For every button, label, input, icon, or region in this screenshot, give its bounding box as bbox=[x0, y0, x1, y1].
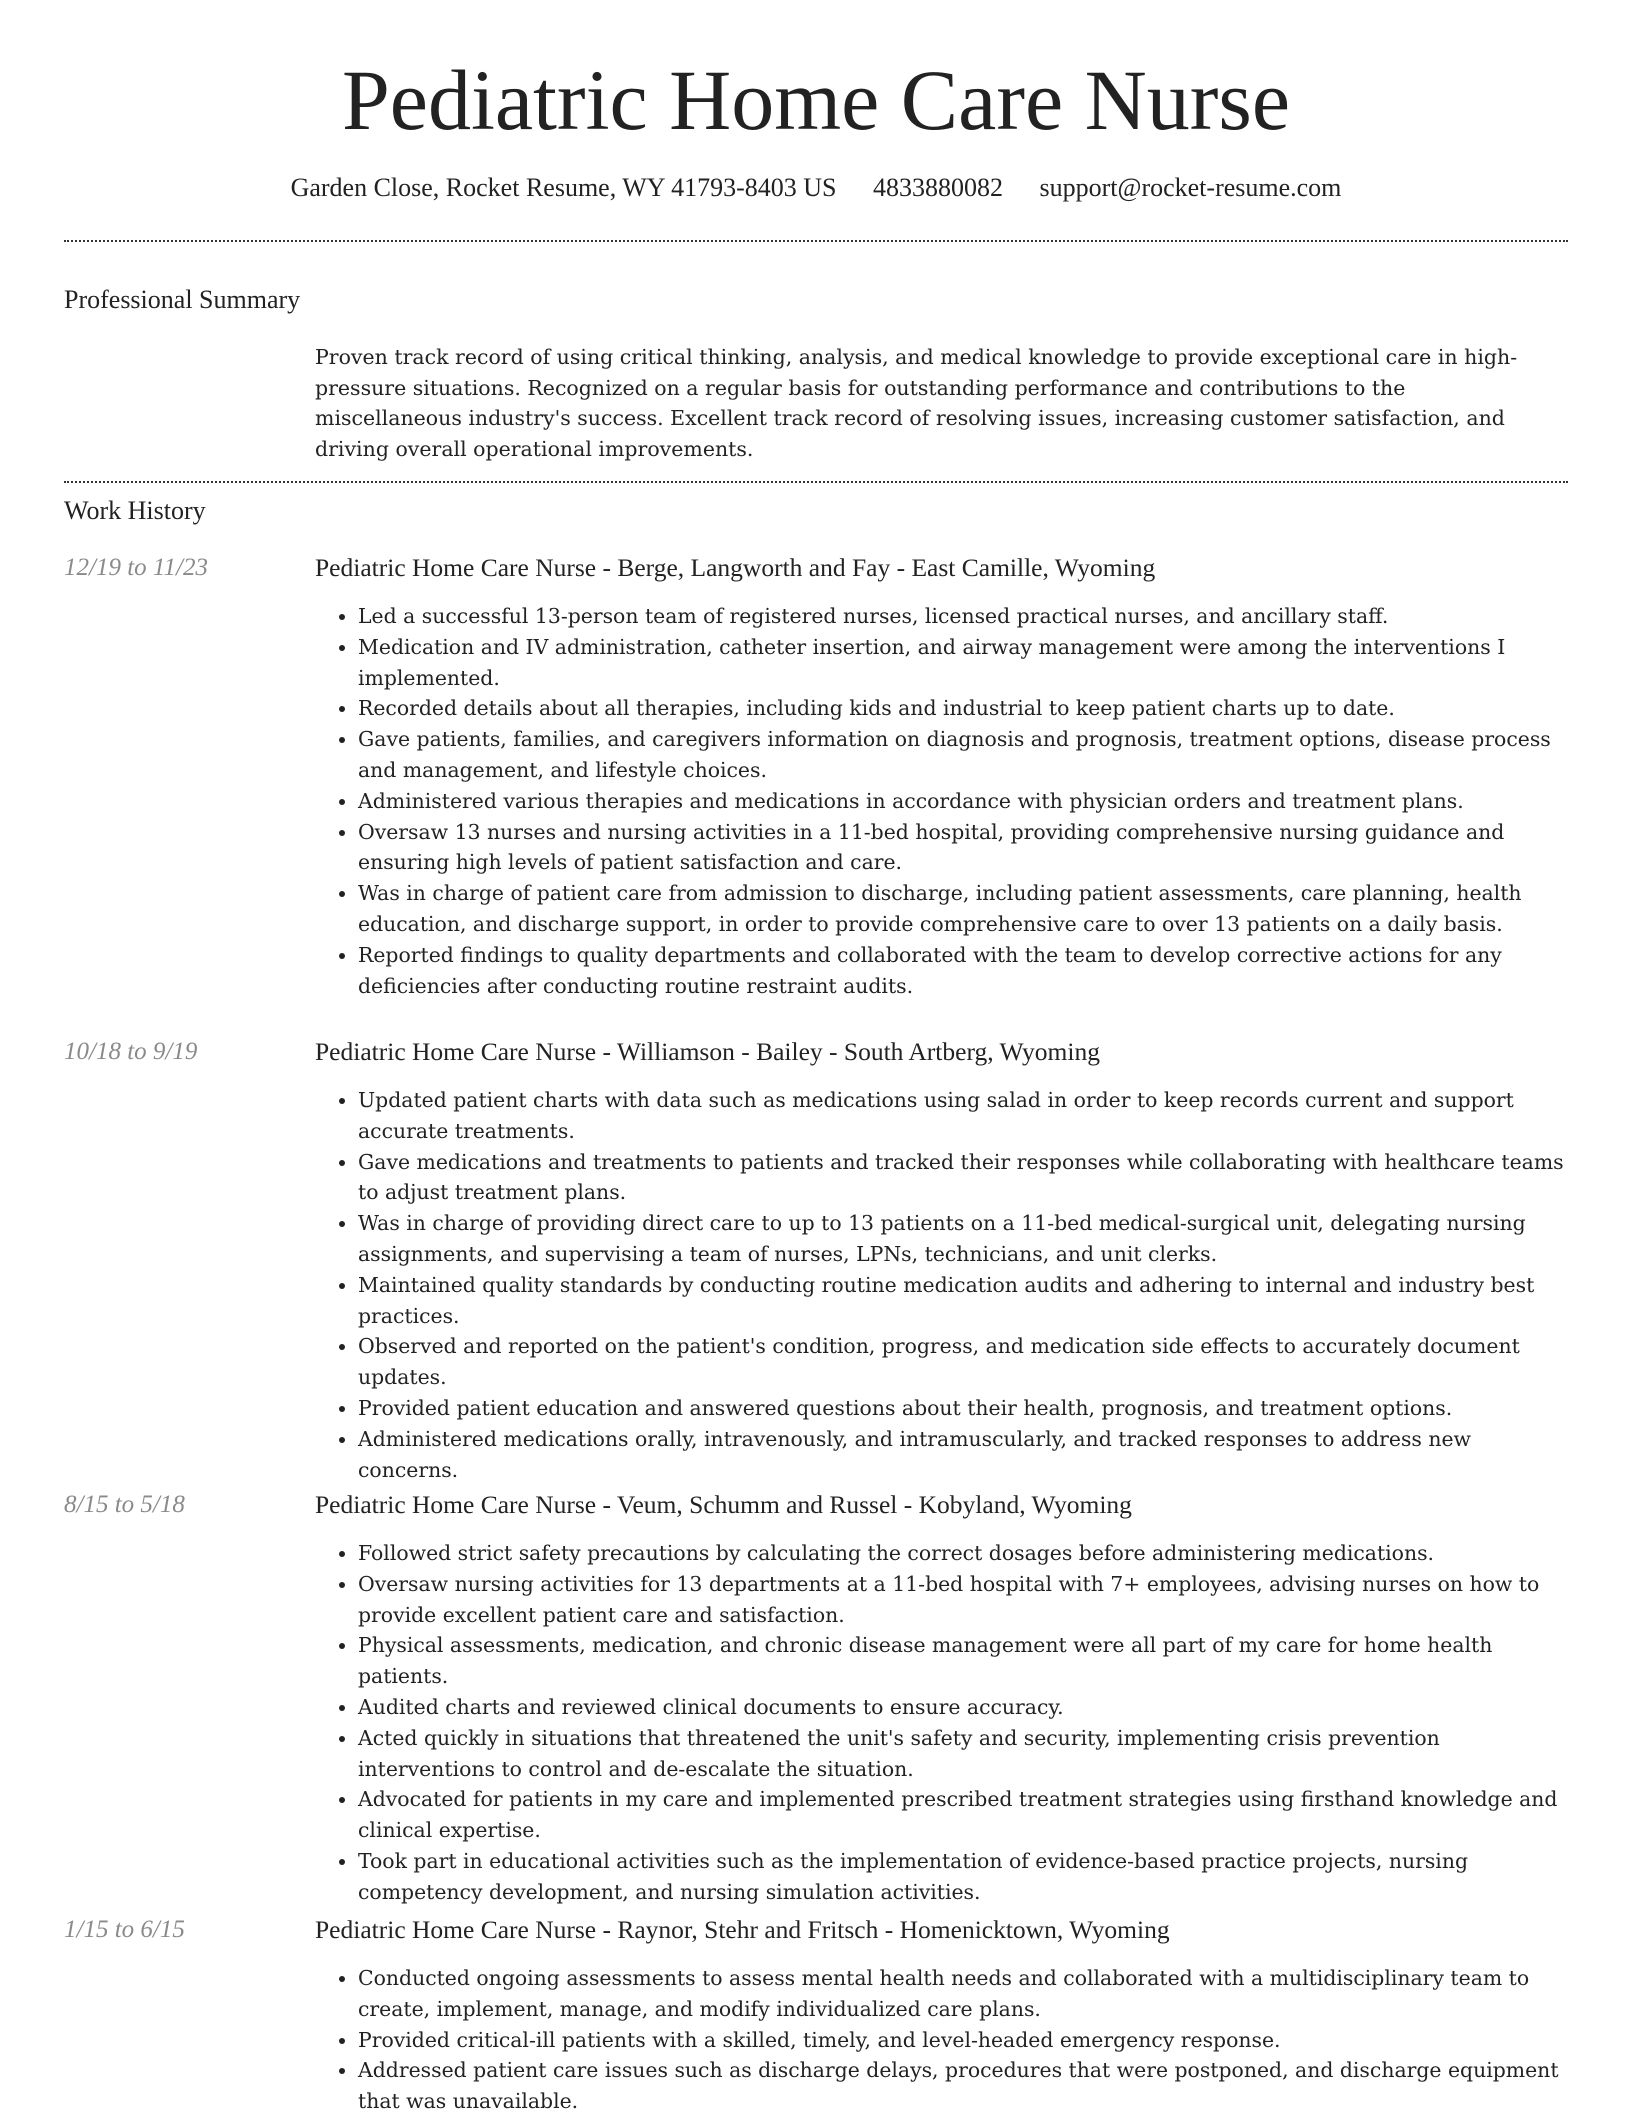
job-bullet: • Oversaw nursing activities for 13 departments at a 11-bed hospital with 7+ employees, advising nurses on how to provide excellent patient care and satisfaction. bbox=[358, 1569, 1568, 1631]
job-bullet: • Updated patient charts with data such as medications using salad in order to keep records current and support accurate treatments. bbox=[358, 1085, 1568, 1147]
section-divider bbox=[64, 481, 1568, 483]
job-bullet: • Administered various therapies and medications in accordance with physician orders and treatment plans. bbox=[358, 786, 1568, 817]
work-history-heading: Work History bbox=[64, 496, 206, 525]
job-bullet: • Observed and reported on the patient's condition, progress, and medication side effects to accurately document updates. bbox=[358, 1331, 1568, 1393]
contact-phone: 4833880082 bbox=[873, 173, 1003, 202]
job-bullet: • Led a successful 13-person team of registered nurses, licensed practical nurses, and ancillary staff. bbox=[358, 601, 1568, 632]
job-bullet: • Addressed patient care issues such as discharge delays, procedures that were postponed, and discharge equipment that was unavailable. bbox=[358, 2055, 1568, 2117]
job-bullet: • Physical assessments, medication, and chronic disease management were all part of my care for home health patients. bbox=[358, 1630, 1568, 1692]
job-bullets bbox=[315, 1085, 1568, 1485]
job-title: Pediatric Home Care Nurse - Berge, Langworth and Fay - East Camille, Wyoming bbox=[315, 553, 1156, 582]
job-title: Pediatric Home Care Nurse - Williamson - Bailey - South Artberg, Wyoming bbox=[315, 1037, 1100, 1066]
job-bullet: • Administered medications orally, intravenously, and intramuscularly, and tracked responses to address new concerns. bbox=[358, 1424, 1568, 1486]
job-bullet: • Was in charge of providing direct care to up to 13 patients on a 11-bed medical-surgical unit, delegating nursing assignments, and supervising a team of nurses, LPNs, technicians, and unit clerks. bbox=[358, 1208, 1568, 1270]
job-bullet: • Advocated for patients in my care and implemented prescribed treatment strategies using firsthand knowledge and clinical expertise. bbox=[358, 1784, 1568, 1846]
contact-email: support@rocket-resume.com bbox=[1039, 173, 1342, 202]
resume-name: Pediatric Home Care Nurse bbox=[341, 52, 1291, 148]
job-bullet: • Reported findings to quality departments and collaborated with the team to develop corrective actions for any deficiencies after conducting routine restraint audits. bbox=[358, 940, 1568, 1002]
job-bullet: • Oversaw 13 nurses and nursing activities in a 11-bed hospital, providing comprehensive nursing guidance and ensuring high levels of patient satisfaction and care. bbox=[358, 817, 1568, 879]
job-title: Pediatric Home Care Nurse - Raynor, Stehr and Fritsch - Homenicktown, Wyoming bbox=[315, 1915, 1170, 1944]
job-bullet: • Gave patients, families, and caregivers information on diagnosis and prognosis, treatment options, disease process and management, and lifestyle choices. bbox=[358, 724, 1568, 786]
job-dates: 10/18 to 9/19 bbox=[64, 1038, 198, 1065]
job-dates: 8/15 to 5/18 bbox=[64, 1491, 185, 1518]
job-bullet: • Took part in educational activities such as the implementation of evidence-based practice projects, nursing competency development, and nursing simulation activities. bbox=[358, 1846, 1568, 1908]
job-bullet: • Maintained quality standards by conducting routine medication audits and adhering to internal and industry best practices. bbox=[358, 1270, 1568, 1332]
job-bullet: • Followed strict safety precautions by calculating the correct dosages before administering medications. bbox=[358, 1538, 1568, 1569]
summary-text: Proven track record of using critical thinking, analysis, and medical knowledge to provide exceptional care in high-pressure situations. Recognized on a regular basis for outstanding performance and contributions to the miscellaneous industry's success. Excellent track record of resolving issues, increasing customer satisfaction, and driving overall operational improvements. bbox=[315, 345, 1518, 461]
job-dates: 1/15 to 6/15 bbox=[64, 1916, 185, 1943]
section-divider bbox=[64, 240, 1568, 242]
job-title: Pediatric Home Care Nurse - Veum, Schumm and Russel - Kobyland, Wyoming bbox=[315, 1490, 1132, 1519]
job-bullet: • Conducted ongoing assessments to assess mental health needs and collaborated with a multidisciplinary team to create, implement, manage, and modify individualized care plans. bbox=[358, 1963, 1568, 2025]
job-bullets bbox=[315, 1538, 1568, 1908]
job-bullet: • Audited charts and reviewed clinical documents to ensure accuracy. bbox=[358, 1692, 1568, 1723]
job-dates: 12/19 to 11/23 bbox=[64, 554, 208, 581]
job-bullet: • Medication and IV administration, catheter insertion, and airway management were among the interventions I implemented. bbox=[358, 632, 1568, 694]
job-bullets bbox=[315, 601, 1568, 1001]
job-bullet: • Was in charge of patient care from admission to discharge, including patient assessments, care planning, health education, and discharge support, in order to provide comprehensive care to over 13 patients on a daily basis. bbox=[358, 878, 1568, 940]
contact-address: Garden Close, Rocket Resume, WY 41793-8403 US bbox=[290, 173, 837, 202]
job-bullet: • Acted quickly in situations that threatened the unit's safety and security, implementing crisis prevention interventions to control and de-escalate the situation. bbox=[358, 1723, 1568, 1785]
job-bullet: • Gave medications and treatments to patients and tracked their responses while collaborating with healthcare teams to adjust treatment plans. bbox=[358, 1147, 1568, 1209]
contact-line bbox=[0, 170, 1632, 206]
job-bullet: • Provided critical-ill patients with a skilled, timely, and level-headed emergency response. bbox=[358, 2025, 1568, 2056]
job-bullet: • Recorded details about all therapies, including kids and industrial to keep patient charts up to date. bbox=[358, 693, 1568, 724]
job-bullet: • Provided patient education and answered questions about their health, prognosis, and treatment options. bbox=[358, 1393, 1568, 1424]
job-bullets bbox=[315, 1963, 1568, 2117]
summary-heading: Professional Summary bbox=[64, 285, 301, 314]
